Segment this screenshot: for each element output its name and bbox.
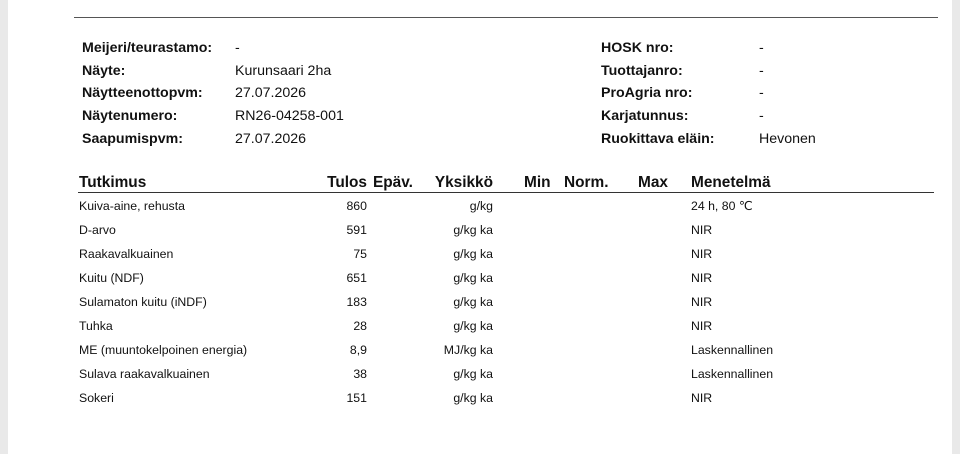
cell-yksikko: g/kg ka xyxy=(453,367,493,381)
cell-tulos: 860 xyxy=(346,199,367,213)
value-tuottajanro: - xyxy=(759,63,764,79)
value-naytteenottopvm: 27.07.2026 xyxy=(235,85,307,101)
cell-tulos: 151 xyxy=(346,391,367,405)
table-row xyxy=(8,266,952,290)
report-sheet xyxy=(8,0,952,454)
table-row xyxy=(8,218,952,242)
table-row xyxy=(8,338,952,362)
cell-tutkimus: Sokeri xyxy=(79,391,114,405)
value-karjatunnus: - xyxy=(759,108,764,124)
cell-tulos: 75 xyxy=(353,247,367,261)
header-tulos: Tulos xyxy=(327,174,367,191)
top-divider xyxy=(74,17,938,18)
label-naytteenottopvm: Näytteenottopvm: xyxy=(82,85,203,101)
header-max: Max xyxy=(638,174,668,191)
cell-tulos: 591 xyxy=(346,223,367,237)
cell-tulos: 38 xyxy=(353,367,367,381)
cell-yksikko: g/kg ka xyxy=(453,391,493,405)
table-row xyxy=(8,290,952,314)
cell-tulos: 8,9 xyxy=(349,343,367,357)
label-hosk: HOSK nro: xyxy=(601,40,674,56)
cell-tulos: 183 xyxy=(346,295,367,309)
value-naytenumero: RN26-04258-001 xyxy=(235,108,344,124)
header-menetelma: Menetelmä xyxy=(691,174,771,191)
table-row xyxy=(8,362,952,386)
cell-tulos: 28 xyxy=(353,319,367,333)
cell-tutkimus: Raakavalkuainen xyxy=(79,247,174,261)
cell-yksikko: g/kg ka xyxy=(453,271,493,285)
label-proagria: ProAgria nro: xyxy=(601,85,693,101)
cell-tutkimus: Kuitu (NDF) xyxy=(79,271,144,285)
value-ruokittava-elain: Hevonen xyxy=(759,131,816,147)
label-karjatunnus: Karjatunnus: xyxy=(601,108,689,124)
table-row xyxy=(8,194,952,218)
cell-menetelma: NIR xyxy=(691,391,713,405)
header-norm: Norm. xyxy=(564,174,609,191)
header-yksikko: Yksikkö xyxy=(434,174,493,191)
cell-menetelma: NIR xyxy=(691,223,713,237)
cell-tutkimus: Kuiva-aine, rehusta xyxy=(79,199,185,213)
cell-yksikko: g/kg ka xyxy=(453,247,493,261)
cell-menetelma: Laskennallinen xyxy=(691,367,774,381)
cell-tutkimus: Tuhka xyxy=(79,319,113,333)
cell-menetelma: NIR xyxy=(691,247,713,261)
cell-yksikko: MJ/kg ka xyxy=(443,343,493,357)
value-meijeri: - xyxy=(235,40,240,56)
cell-menetelma: 24 h, 80 ℃ xyxy=(691,199,753,213)
label-nayte: Näyte: xyxy=(82,63,126,79)
cell-menetelma: Laskennallinen xyxy=(691,343,774,357)
header-tutkimus: Tutkimus xyxy=(79,174,147,191)
cell-tulos: 651 xyxy=(346,271,367,285)
table-row xyxy=(8,386,952,410)
label-ruokittava-elain: Ruokittava eläin: xyxy=(601,131,715,147)
label-meijeri: Meijeri/teurastamo: xyxy=(82,40,213,56)
value-proagria: - xyxy=(759,85,764,101)
cell-tutkimus: ME (muuntokelpoinen energia) xyxy=(79,343,248,357)
header-min: Min xyxy=(524,174,551,191)
label-tuottajanro: Tuottajanro: xyxy=(601,63,683,79)
table-row xyxy=(8,314,952,338)
cell-yksikko: g/kg xyxy=(469,199,493,213)
cell-menetelma: NIR xyxy=(691,271,713,285)
header-epav: Epäv. xyxy=(373,174,413,191)
header-divider xyxy=(78,192,934,193)
cell-tutkimus: Sulamaton kuitu (iNDF) xyxy=(79,295,207,309)
cell-yksikko: g/kg ka xyxy=(453,295,493,309)
table-row xyxy=(8,242,952,266)
label-saapumispvm: Saapumispvm: xyxy=(82,131,183,147)
cell-yksikko: g/kg ka xyxy=(453,223,493,237)
cell-menetelma: NIR xyxy=(691,295,713,309)
value-saapumispvm: 27.07.2026 xyxy=(235,131,307,147)
value-hosk: - xyxy=(759,40,764,56)
cell-menetelma: NIR xyxy=(691,319,713,333)
cell-yksikko: g/kg ka xyxy=(453,319,493,333)
label-naytenumero: Näytenumero: xyxy=(82,108,178,124)
value-nayte: Kurunsaari 2ha xyxy=(235,63,332,79)
cell-tutkimus: D-arvo xyxy=(79,223,116,237)
cell-tutkimus: Sulava raakavalkuainen xyxy=(79,367,210,381)
